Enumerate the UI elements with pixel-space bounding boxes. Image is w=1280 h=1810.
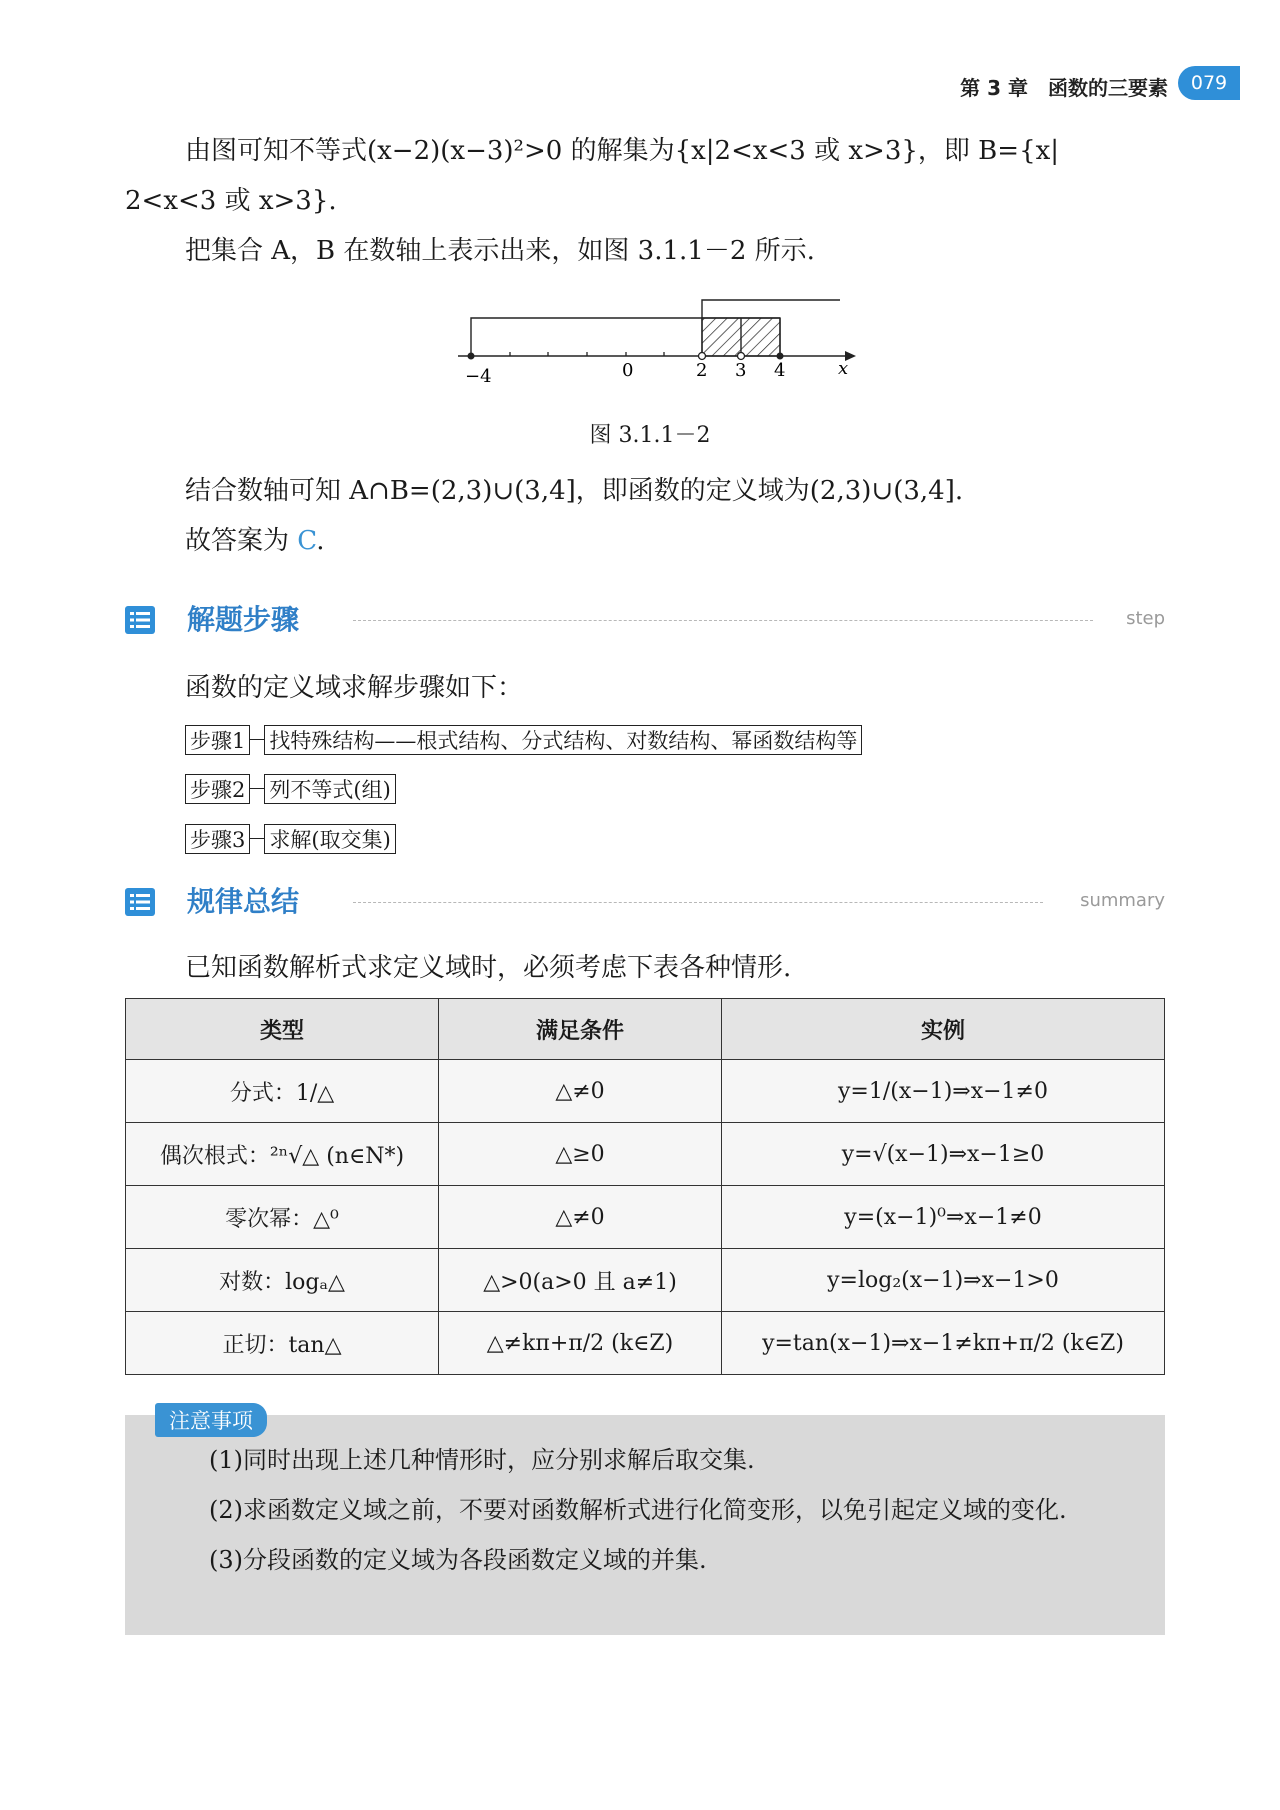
table-cell: 分式：1/△ [126,1060,439,1123]
answer-letter: C [297,526,317,556]
table-cell: △≠0 [439,1060,722,1123]
section-title-steps: 解题步骤 [187,603,300,636]
table-cell: y=log₂(x−1)⇒x−1>0 [722,1249,1165,1312]
list-icon [125,888,155,916]
answer-prefix: 故答案为 [185,526,298,556]
table-cell: △≠0 [439,1186,722,1249]
divider [353,902,1043,903]
note-item-3: (3)分段函数的定义域为各段函数定义域的并集. [209,1546,707,1574]
step-text-2: 列不等式(组) [264,774,395,804]
axis-label-x: x [838,358,849,379]
summary-intro: 已知函数解析式求定义域时，必须考虑下表各种情形. [185,953,792,983]
tick-label-0: 0 [622,360,634,381]
table-cell: y=1/(x−1)⇒x−1≠0 [722,1060,1165,1123]
section-tag-step: step [1126,608,1165,629]
column-header-example: 实例 [722,999,1165,1060]
table-row [126,1186,1165,1249]
table-row [126,1060,1165,1123]
point-2 [699,353,706,360]
figure-caption-wrap [440,418,860,449]
point-4 [777,353,784,360]
number-line-svg [440,288,860,398]
table-cell: 正切：tan△ [126,1312,439,1375]
intersection-shading [702,318,780,356]
point-3 [738,353,745,360]
step-row-1 [185,723,862,755]
table-cell: △≥0 [439,1123,722,1186]
notes-tag: 注意事项 [155,1403,267,1437]
paragraph-2: 把集合 A，B 在数轴上表示出来，如图 3.1.1－2 所示. [185,236,815,266]
page-number: 079 [1178,66,1240,100]
step-row-2 [185,772,396,804]
notes-text [155,1435,1145,1585]
table-cell: △≠kπ+π/2 (k∈Z) [439,1312,722,1375]
section-header-steps [125,600,1165,640]
divider [353,620,1093,621]
table-cell: y=tan(x−1)⇒x−1≠kπ+π/2 (k∈Z) [722,1312,1165,1375]
note-item-2: (2)求函数定义域之前，不要对函数解析式进行化简变形，以免引起定义域的变化. [209,1496,1067,1524]
tick-label-3: 3 [735,360,747,381]
page-header [900,62,1240,106]
paragraph-4 [185,516,325,566]
table-row [126,1123,1165,1186]
answer-suffix: . [316,526,325,556]
tick-label-4: 4 [774,360,786,381]
step-text-1: 找特殊结构——根式结构、分式结构、对数结构、幂函数结构等 [264,725,862,755]
column-header-type: 类型 [126,999,439,1060]
table-header-row [126,999,1165,1060]
domain-rules-table [125,998,1165,1375]
table-cell: y=(x−1)⁰⇒x−1≠0 [722,1186,1165,1249]
table-cell: y=√(x−1)⇒x−1≥0 [722,1123,1165,1186]
step-label-1: 步骤1 [185,725,250,755]
table-row [126,1249,1165,1312]
paragraph-1-line-1: 由图可知不等式(x−2)(x−3)²>0 的解集为{x|2<x<3 或 x>3}，即 B={x| [185,136,1060,166]
steps-intro: 函数的定义域求解步骤如下： [185,673,524,703]
table-row [126,1312,1165,1375]
tick-label-2: 2 [696,360,708,381]
section-header-summary [125,882,1165,922]
tick-label-neg4: −4 [465,366,492,387]
note-item-1: (1)同时出现上述几种情形时，应分别求解后取交集. [209,1446,755,1474]
paragraph-3: 结合数轴可知 A∩B=(2,3)∪(3,4]，即函数的定义域为(2,3)∪(3,4]. [185,476,964,506]
table-cell: △>0(a>0 且 a≠1) [439,1249,722,1312]
step-label-2: 步骤2 [185,774,250,804]
table-cell: 偶次根式：²ⁿ√△ (n∈N*) [126,1123,439,1186]
notes-box [125,1409,1165,1635]
chapter-title: 第 3 章 函数的三要素 [960,76,1168,100]
step-row-3 [185,822,396,854]
section-tag-summary: summary [1080,890,1165,911]
list-icon [125,606,155,634]
column-header-condition: 满足条件 [439,999,722,1060]
section-title-summary: 规律总结 [187,885,300,918]
point-neg4 [468,353,475,360]
step-label-3: 步骤3 [185,824,250,854]
paragraph-1-line-2: 2<x<3 或 x>3}. [125,186,337,216]
number-line-figure [440,288,860,398]
table-cell: 零次幂：△⁰ [126,1186,439,1249]
step-text-3: 求解(取交集) [264,824,395,854]
table-cell: 对数：logₐ△ [126,1249,439,1312]
figure-caption: 图 3.1.1－2 [589,423,711,448]
